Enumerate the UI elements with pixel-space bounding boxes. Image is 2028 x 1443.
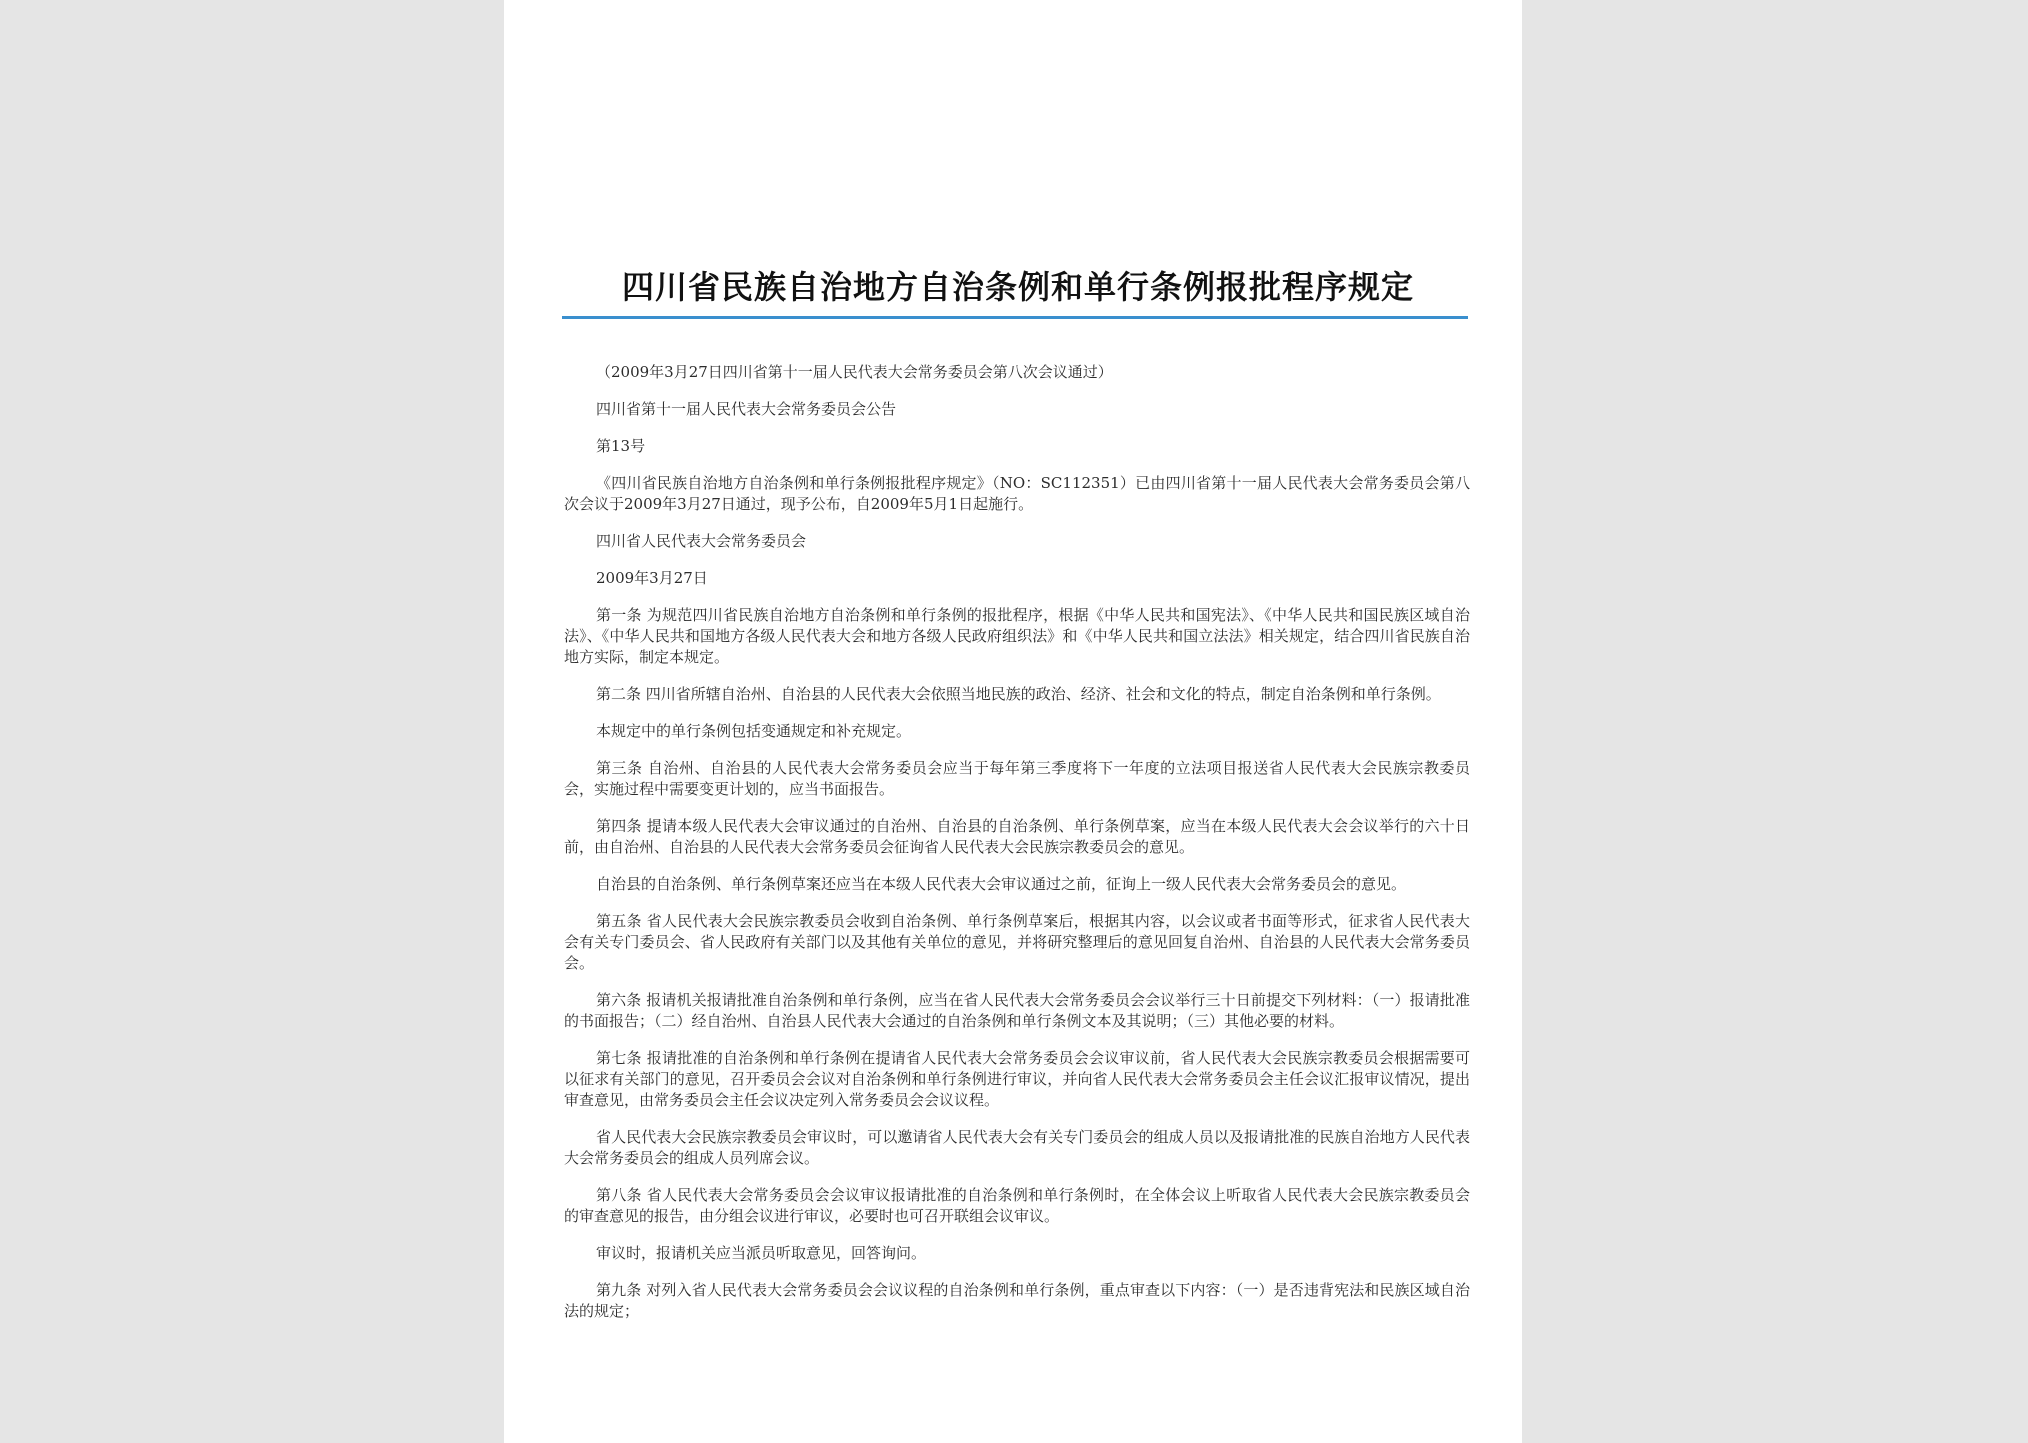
announcement-heading: 四川省第十一届人民代表大会常务委员会公告 <box>596 400 897 418</box>
announcement-text: 《四川省民族自治地方自治条例和单行条例报批程序规定》（NO：SC112351）已由四川省第十一届人民代表大会常务委员会第八次会议于2009年3月27日通过，现予公布，自2009年5月1日起施行。 <box>564 474 1470 513</box>
title-underline <box>562 316 1468 319</box>
document-body <box>564 362 1470 1337</box>
document-page <box>504 0 1522 1443</box>
article-2-note: 本规定中的单行条例包括变通规定和补充规定。 <box>596 722 912 740</box>
article-9: 第九条 对列入省人民代表大会常务委员会会议议程的自治条例和单行条例，重点审查以下内容：（一）是否违背宪法和民族区域自治法的规定； <box>564 1281 1470 1320</box>
article-2: 第二条 四川省所辖自治州、自治县的人民代表大会依照当地民族的政治、经济、社会和文化的特点，制定自治条例和单行条例。 <box>596 685 1441 703</box>
issuing-body: 四川省人民代表大会常务委员会 <box>596 532 807 550</box>
article-7-note: 省人民代表大会民族宗教委员会审议时，可以邀请省人民代表大会有关专门委员会的组成人员以及报请批准的民族自治地方人民代表大会常务委员会的组成人员列席会议。 <box>564 1128 1470 1167</box>
article-6: 第六条 报请机关报请批准自治条例和单行条例，应当在省人民代表大会常务委员会会议举行三十日前提交下列材料：（一）报请批准的书面报告；（二）经自治州、自治县人民代表大会通过的自治条例和单行条例文本及其说明；（三）其他必要的材料。 <box>564 991 1470 1030</box>
article-3: 第三条 自治州、自治县的人民代表大会常务委员会应当于每年第三季度将下一年度的立法项目报送省人民代表大会民族宗教委员会，实施过程中需要变更计划的，应当书面报告。 <box>564 759 1470 798</box>
document-title: 四川省民族自治地方自治条例和单行条例报批程序规定 <box>621 268 1414 306</box>
article-7: 第七条 报请批准的自治条例和单行条例在提请省人民代表大会常务委员会会议审议前，省人民代表大会民族宗教委员会根据需要可以征求有关部门的意见，召开委员会会议对自治条例和单行条例进行审议，并向省人民代表大会常务委员会主任会议汇报审议情况，提出审查意见，由常务委员会主任会议决定列入常务委员会会议议程。 <box>564 1049 1470 1109</box>
announcement-number: 第13号 <box>596 437 646 455</box>
article-4-note: 自治县的自治条例、单行条例草案还应当在本级人民代表大会审议通过之前，征询上一级人民代表大会常务委员会的意见。 <box>596 875 1407 893</box>
issue-date: 2009年3月27日 <box>596 569 708 587</box>
article-4: 第四条 提请本级人民代表大会审议通过的自治州、自治县的自治条例、单行条例草案，应当在本级人民代表大会会议举行的六十日前，由自治州、自治县的人民代表大会常务委员会征询省人民代表大会民族宗教委员会的意见。 <box>564 817 1470 856</box>
article-8-note: 审议时，报请机关应当派员听取意见，回答询问。 <box>596 1244 927 1262</box>
adoption-note: （2009年3月27日四川省第十一届人民代表大会常务委员会第八次会议通过） <box>596 363 1113 381</box>
article-5: 第五条 省人民代表大会民族宗教委员会收到自治条例、单行条例草案后，根据其内容，以会议或者书面等形式，征求省人民代表大会有关专门委员会、省人民政府有关部门以及其他有关单位的意见，并将研究整理后的意见回复自治州、自治县的人民代表大会常务委员会。 <box>564 912 1470 972</box>
article-1: 第一条 为规范四川省民族自治地方自治条例和单行条例的报批程序，根据《中华人民共和国宪法》、《中华人民共和国民族区域自治法》、《中华人民共和国地方各级人民代表大会和地方各级人民政府组织法》和《中华人民共和国立法法》相关规定，结合四川省民族自治地方实际，制定本规定。 <box>564 606 1470 666</box>
article-8: 第八条 省人民代表大会常务委员会会议审议报请批准的自治条例和单行条例时，在全体会议上听取省人民代表大会民族宗教委员会的审查意见的报告，由分组会议进行审议，必要时也可召开联组会议审议。 <box>564 1186 1470 1225</box>
